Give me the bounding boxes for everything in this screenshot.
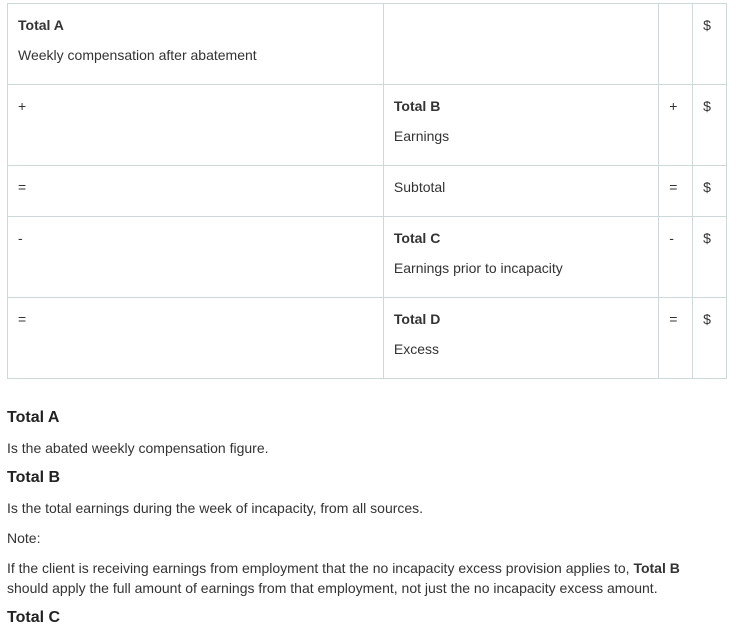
row5-description: Excess [393,341,440,357]
table-row-total-b [8,85,727,166]
row1-title: Total A [18,17,64,33]
row1-label-cell [8,4,384,85]
table-row-total-a [8,4,727,85]
total-b-heading: Total B [7,469,61,486]
row1-currency-cell: $ [693,4,727,85]
total-b-text: Is the total earnings during the week of incapacity, from all sources. [7,500,424,516]
row4-title: Total C [393,230,441,246]
total-c-heading: Total C [7,609,61,626]
note-label: Note: [7,530,41,546]
table-row-total-d [8,298,727,379]
row4-label-cell [383,217,658,298]
row2-description: Earnings [393,128,450,144]
row3-label-cell: Subtotal [383,166,658,217]
note-text-part2: should apply the full amount of earnings from that employment, not just the no incapacity excess amount. [7,580,658,596]
row3-operator-cell: = [659,166,693,217]
table-row-subtotal [8,166,727,217]
row1-middle-cell [383,4,658,85]
total-a-text: Is the abated weekly compensation figure. [7,440,269,456]
note-bold-total-b: Total B [633,560,680,576]
row4-operator-left: - [8,217,384,298]
row5-currency-cell: $ [693,298,727,379]
row5-title: Total D [393,311,441,327]
row4-description: Earnings prior to incapacity [393,260,563,276]
definitions-section [7,408,723,628]
row2-operator-cell: + [659,85,693,166]
row1-description: Weekly compensation after abatement [18,47,257,63]
row2-title: Total B [393,98,441,114]
row2-operator-left: + [8,85,384,166]
row4-currency-cell: $ [693,217,727,298]
row2-currency-cell: $ [693,85,727,166]
calculation-table [7,3,727,379]
row1-operator-cell [659,4,693,85]
row5-label-cell [383,298,658,379]
row2-label-cell [383,85,658,166]
note-text-part1: If the client is receiving earnings from employment that the no incapacity excess provision applies to, [7,560,634,576]
row4-operator-cell: - [659,217,693,298]
row5-operator-cell: = [659,298,693,379]
row5-operator-left: = [8,298,384,379]
table-row-total-c [8,217,727,298]
row3-operator-left: = [8,166,384,217]
row3-currency-cell: $ [693,166,727,217]
note-paragraph [7,558,723,598]
total-a-heading: Total A [7,409,60,426]
